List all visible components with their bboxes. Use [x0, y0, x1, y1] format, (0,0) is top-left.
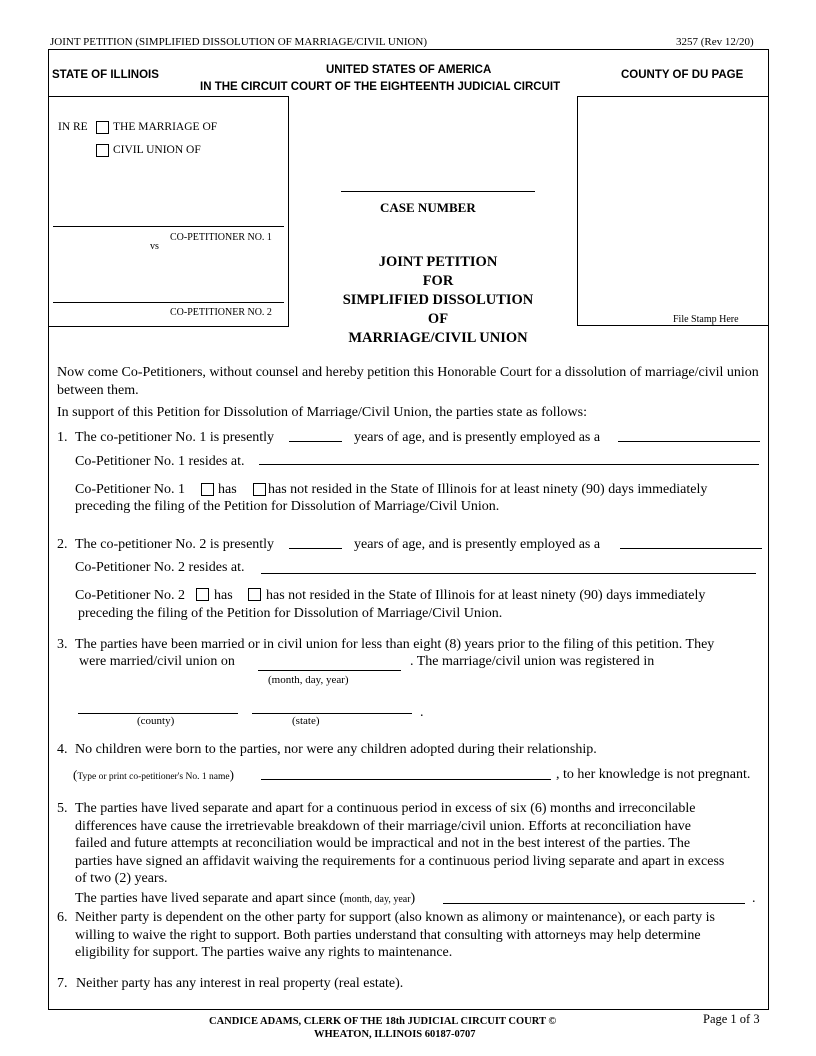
item7-number: 7.	[57, 976, 68, 991]
caption-left-right	[288, 96, 289, 327]
item1-age-field[interactable]	[289, 441, 342, 442]
item3-county-label: (county)	[137, 715, 175, 727]
county-label: COUNTY OF DU PAGE	[621, 69, 744, 81]
item2-age-field[interactable]	[289, 548, 342, 549]
item4-line2b: , to her knowledge is not pregnant.	[556, 767, 751, 782]
item6-line2: willing to waive the right to support. Both parties understand that consulting with attorneys may help determine	[75, 928, 701, 943]
item6-line1: Neither party is dependent on the other party for support (also known as alimony or maintenance), or each party is	[75, 910, 715, 925]
item7-text: Neither party has any interest in real property (real estate).	[76, 976, 404, 991]
doc-title-line3: SIMPLIFIED DISSOLUTION	[342, 292, 534, 308]
marriage-option-label: THE MARRIAGE OF	[113, 121, 218, 133]
item4-name-field[interactable]	[261, 779, 551, 780]
item5-line1: The parties have lived separate and apart for a continuous period in excess of six (6) months and irreconcilable	[75, 801, 696, 816]
copetitioner2-line[interactable]	[53, 302, 284, 303]
form-title: JOINT PETITION (SIMPLIFIED DISSOLUTION OF MARRIAGE/CIVIL UNION)	[50, 36, 428, 48]
civil-union-option-label: CIVIL UNION OF	[113, 144, 201, 156]
copetitioner1-line[interactable]	[53, 226, 284, 227]
item1-text-a: The co-petitioner No. 1 is presently	[75, 430, 275, 445]
item5-since: The parties have lived separate and apart since (month, day, year)	[75, 891, 416, 906]
item2-address-field[interactable]	[261, 573, 756, 574]
item5-line4: parties have signed an affidavit waiving the requirements for a continuous period living separate and apart in excess	[75, 854, 725, 869]
header-rule	[48, 49, 769, 50]
item1-employment-field[interactable]	[618, 441, 760, 442]
item2-text-a: The co-petitioner No. 2 is presently	[75, 537, 275, 552]
item1-address-field[interactable]	[259, 464, 759, 465]
file-stamp-label: File Stamp Here	[673, 314, 739, 325]
item1-preceding: preceding the filing of the Petition for Dissolution of Marriage/Civil Union.	[75, 499, 500, 514]
item1-has: has	[218, 482, 237, 497]
item6-number: 6.	[57, 910, 68, 925]
doc-title-line1: JOINT PETITION	[378, 254, 498, 270]
item6-line3: eligibility for support. The parties waive any rights to maintenance.	[75, 945, 453, 960]
item3-line2a: were married/civil union on	[79, 654, 235, 669]
item5-line3: failed and future attempts at reconciliation would be impractical and not in the best interest of the parties. The	[75, 836, 691, 851]
item2-resides: Co-Petitioner No. 2 resides at.	[75, 560, 245, 575]
marriage-checkbox[interactable]	[96, 121, 109, 134]
intro-support: In support of this Petition for Dissolution of Marriage/Civil Union, the parties state as follows:	[57, 405, 587, 420]
civil-union-checkbox[interactable]	[96, 144, 109, 157]
case-number-label: CASE NUMBER	[380, 200, 476, 215]
item4-name-label: (Type or print co-petitioner's No. 1 name)	[73, 767, 234, 782]
item2-has-checkbox[interactable]	[196, 588, 209, 601]
page-number: Page 1 of 3	[703, 1012, 760, 1026]
copetitioner1-label: CO-PETITIONER NO. 1	[170, 232, 272, 243]
item3-number: 3.	[57, 637, 68, 652]
item1-resides: Co-Petitioner No. 1 resides at.	[75, 454, 245, 469]
item4-number: 4.	[57, 742, 68, 757]
item4-line1: No children were born to the parties, nor were any children adopted during their relationship.	[75, 742, 597, 757]
item5-since-field[interactable]	[443, 903, 745, 904]
item5-period: .	[752, 891, 756, 906]
item2-has: has	[214, 588, 233, 603]
doc-title-line2: FOR	[422, 273, 454, 289]
item2-employment-field[interactable]	[620, 548, 762, 549]
frame-left	[48, 49, 49, 1009]
in-re-label: IN RE	[58, 121, 88, 133]
item1-has-not-checkbox[interactable]	[253, 483, 266, 496]
country-label: UNITED STATES OF AMERICA	[326, 64, 492, 76]
footer-clerk: CANDICE ADAMS, CLERK OF THE 18th JUDICIAL CIRCUIT COURT ©	[209, 1016, 557, 1027]
file-stamp-box	[577, 96, 769, 326]
item2-number: 2.	[57, 537, 68, 552]
item3-county-field[interactable]	[78, 713, 238, 714]
item1-number: 1.	[57, 430, 68, 445]
intro-paragraph: Now come Co-Petitioners, without counsel and hereby petition this Honorable Court for a dissolution of marriage/civil union between them.	[57, 365, 759, 398]
court-label: IN THE CIRCUIT COURT OF THE EIGHTEENTH JUDICIAL CIRCUIT	[200, 81, 561, 93]
item3-period: .	[420, 705, 424, 720]
item2-text-b: years of age, and is presently employed as a	[354, 537, 601, 552]
item2-preceding: preceding the filing of the Petition for Dissolution of Marriage/Civil Union.	[78, 606, 503, 621]
caption-left-top	[48, 96, 289, 97]
form-number: 3257 (Rev 12/20)	[676, 36, 754, 48]
item1-cp: Co-Petitioner No. 1	[75, 482, 186, 497]
doc-title-line4: OF	[427, 311, 449, 327]
frame-bottom	[48, 1009, 769, 1010]
item1-text-b: years of age, and is presently employed as a	[354, 430, 601, 445]
item2-cp: Co-Petitioner No. 2	[75, 588, 186, 603]
item2-has-not: has not resided in the State of Illinois for at least ninety (90) days immediately	[266, 588, 706, 603]
item1-has-not: has not resided in the State of Illinois for at least ninety (90) days immediately	[268, 482, 708, 497]
item3-date-label: (month, day, year)	[268, 674, 349, 686]
item1-has-checkbox[interactable]	[201, 483, 214, 496]
item5-number: 5.	[57, 801, 68, 816]
case-number-line[interactable]	[341, 191, 535, 192]
item5-line2: differences have cause the irretrievable breakdown of their marriage/civil union. Efforts at reconciliation have	[75, 819, 691, 834]
item3-date-field[interactable]	[258, 670, 401, 671]
item3-line1: The parties have been married or in civil union for less than eight (8) years prior to the filing of this petition. They	[75, 637, 715, 652]
item5-line5: of two (2) years.	[75, 871, 168, 886]
footer-address: WHEATON, ILLINOIS 60187-0707	[314, 1029, 476, 1040]
doc-title-line5: MARRIAGE/CIVIL UNION	[348, 330, 528, 346]
vs-label: vs	[150, 241, 159, 252]
item3-state-label: (state)	[292, 715, 320, 727]
state-label: STATE OF ILLINOIS	[52, 69, 159, 81]
copetitioner2-label: CO-PETITIONER NO. 2	[170, 307, 272, 318]
caption-left-bottom	[48, 326, 289, 327]
item2-has-not-checkbox[interactable]	[248, 588, 261, 601]
item3-line2b: . The marriage/civil union was registered in	[410, 654, 655, 669]
item3-state-field[interactable]	[252, 713, 412, 714]
